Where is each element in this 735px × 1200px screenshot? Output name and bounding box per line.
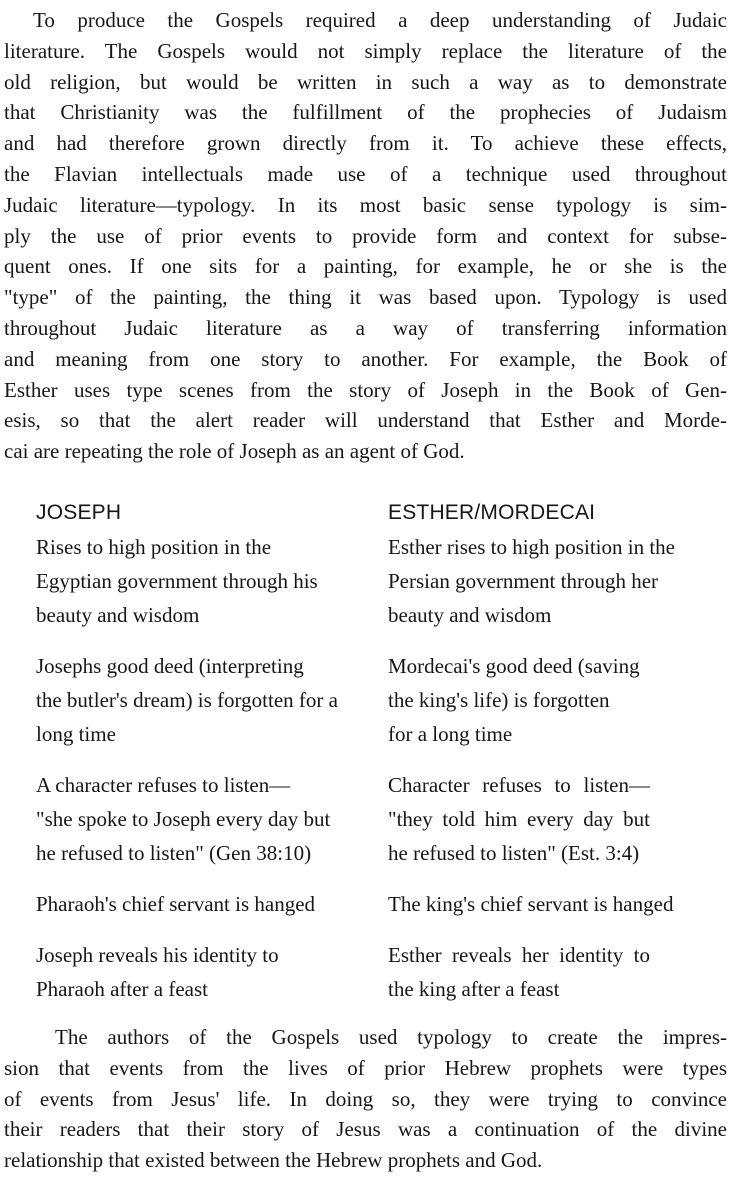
text-line: "type" of the painting, the thing it was based upon. Typology is used <box>4 285 727 310</box>
text-line: A character refuses to listen— <box>36 772 291 797</box>
text-line: that Christianity was the fulfillment of the prophecies of Judaism <box>4 100 727 125</box>
typology-comparison-table <box>4 496 727 1006</box>
text-line: The king's chief servant is hanged <box>388 891 674 916</box>
column-header-esther-mordecai: ESTHER/MORDECAI <box>388 500 596 524</box>
text-line: Character refuses to listen— <box>388 772 650 797</box>
text-line: ply the use of prior events to provide form and context for subse- <box>4 223 727 248</box>
table-cell-esther <box>388 768 727 870</box>
column-header-joseph: JOSEPH <box>36 500 122 524</box>
text-line: throughout Judaic literature as a way of transferring information <box>4 315 727 340</box>
text-line: Judaic literature—typology. In its most basic sense typology is sim- <box>4 192 727 217</box>
text-line: the king after a feast <box>388 976 560 1001</box>
table-cell-esther <box>388 938 727 1006</box>
text-line: cai are repeating the role of Joseph as an agent of God. <box>4 439 465 464</box>
text-line: literature. The Gospels would not simply replace the literature of the <box>4 38 727 63</box>
text-line: and meaning from one story to another. For example, the Book of <box>4 346 727 371</box>
text-line: Esther reveals her identity to <box>388 942 650 967</box>
table-cell-joseph <box>36 649 388 751</box>
text-line: Rises to high position in the <box>36 534 272 559</box>
closing-paragraph <box>4 1022 727 1176</box>
text-line: Pharaoh after a feast <box>36 976 208 1001</box>
text-line: relationship that existed between the Hebrew prophets and God. <box>4 1148 543 1173</box>
text-line: quent ones. If one sits for a painting, for example, he or she is the <box>4 254 727 279</box>
text-line: the butler's dream) is forgotten for a <box>36 687 338 712</box>
table-cell-joseph <box>36 768 388 870</box>
text-line: Josephs good deed (interpreting <box>36 653 304 678</box>
intro-paragraph <box>4 5 727 467</box>
text-line: Esther rises to high position in the <box>388 534 675 559</box>
table-cell-joseph <box>36 938 388 1006</box>
table-row-servant-hanged <box>36 887 727 921</box>
table-row-good-deed-forgotten <box>36 649 727 751</box>
table-cell-esther <box>388 530 727 632</box>
text-line: the Flavian intellectuals made use of a technique used throughout <box>4 161 727 186</box>
table-row-reveals-identity <box>36 938 727 1006</box>
text-line: Esther uses type scenes from the story of Joseph in the Book of Gen- <box>4 377 727 402</box>
text-line: "she spoke to Joseph every day but <box>36 806 331 831</box>
text-line: old religion, but would be written in such a way as to demonstrate <box>4 69 727 94</box>
text-line: the king's life) is forgotten <box>388 687 610 712</box>
text-line: Pharaoh's chief servant is hanged <box>36 891 316 916</box>
text-line: Mordecai's good deed (saving <box>388 653 640 678</box>
table-cell-joseph <box>36 887 388 921</box>
text-line: The authors of the Gospels used typology to create the impres- <box>55 1024 727 1049</box>
table-cell-esther <box>388 649 727 751</box>
text-line: To produce the Gospels required a deep understanding of Judaic <box>33 8 727 32</box>
text-line: beauty and wisdom <box>36 602 200 627</box>
text-line: sion that events from the lives of prior Hebrew prophets were types <box>4 1055 727 1080</box>
text-line: for a long time <box>388 721 513 746</box>
table-row-rises-to-position <box>36 530 727 632</box>
table-cell-joseph <box>36 530 388 632</box>
text-line: he refused to listen" (Est. 3:4) <box>388 840 640 865</box>
text-line: and had therefore grown directly from it. To achieve these effects, <box>4 131 727 156</box>
text-line: their readers that their story of Jesus was a continuation of the divine <box>4 1117 727 1142</box>
text-line: "they told him every day but <box>388 806 650 831</box>
text-line: long time <box>36 721 116 746</box>
text-line: of events from Jesus' life. In doing so, they were trying to convince <box>4 1086 727 1111</box>
table-cell-esther <box>388 887 727 921</box>
text-line: esis, so that the alert reader will understand that Esther and Morde- <box>4 408 727 433</box>
table-row-refuses-to-listen <box>36 768 727 870</box>
text-line: Joseph reveals his identity to <box>36 942 279 967</box>
text-line: Egyptian government through his <box>36 568 318 593</box>
text-line: he refused to listen" (Gen 38:10) <box>36 840 312 865</box>
table-header-row <box>36 496 727 530</box>
text-line: Persian government through her <box>388 568 659 593</box>
text-line: beauty and wisdom <box>388 602 552 627</box>
